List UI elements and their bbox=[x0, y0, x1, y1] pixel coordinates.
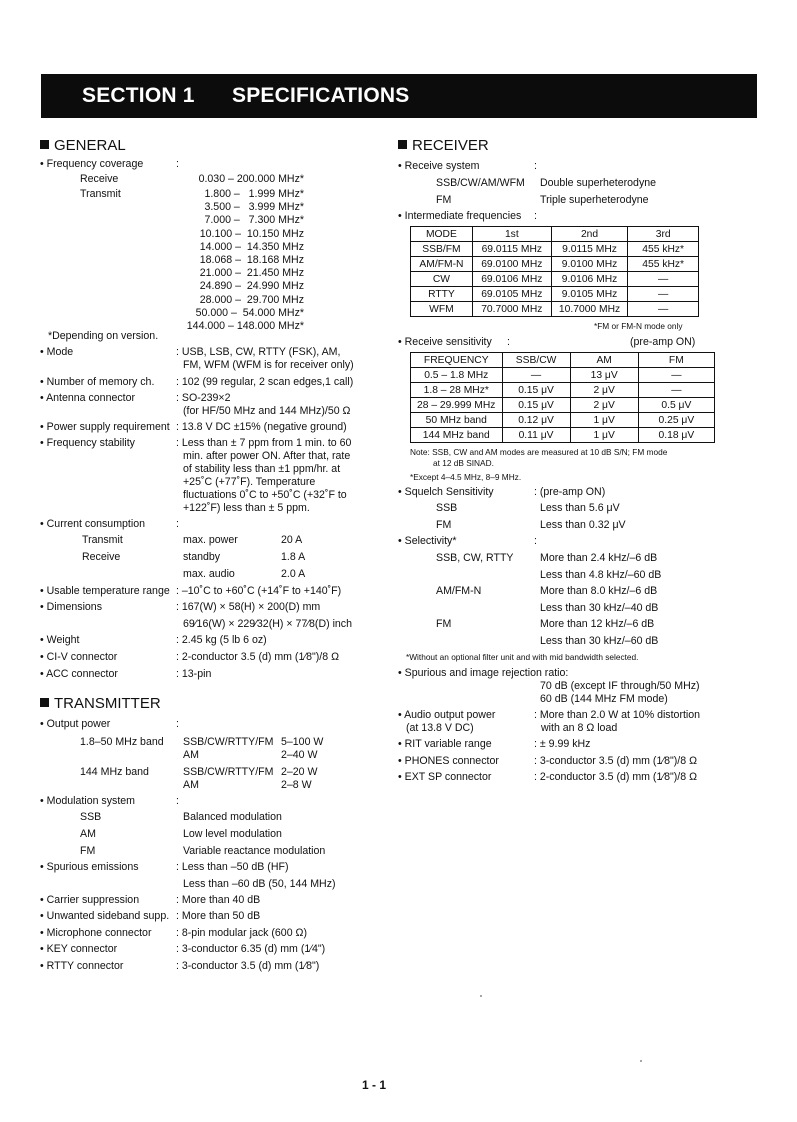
table-row bbox=[411, 413, 715, 428]
sens-preamp: (pre-amp ON) bbox=[630, 336, 696, 348]
transmit-range: 1.800 – 1.999 MHz* bbox=[204, 188, 304, 200]
table-row bbox=[411, 257, 699, 272]
carrier-value: : More than 40 dB bbox=[176, 894, 261, 906]
selectivity-label: • Selectivity* bbox=[398, 535, 456, 548]
table-row bbox=[411, 398, 715, 413]
table-cell: 69.0115 MHz bbox=[472, 242, 551, 257]
rx-spurious-label: • Spurious and image rejection ratio: bbox=[398, 667, 568, 680]
table-cell: — bbox=[638, 368, 714, 383]
transmit-range: 50.000 – 54.000 MHz* bbox=[195, 306, 304, 319]
table-cell: 0.25 μV bbox=[638, 413, 714, 428]
key-value: : 3-conductor 6.35 (d) mm (1⁄4") bbox=[176, 943, 326, 955]
power-value: : 13.8 V DC ±15% (negative ground) bbox=[176, 421, 347, 433]
rit-value: : ± 9.99 kHz bbox=[534, 738, 591, 750]
table-row bbox=[411, 272, 699, 287]
modsys-label: • Modulation system bbox=[40, 795, 135, 808]
table-cell: 9.0115 MHz bbox=[551, 242, 628, 257]
audio-value: : More than 2.0 W at 10% distortion with an 8 Ω load bbox=[534, 709, 701, 734]
receive-range: 0.030 – 200.000 MHz* bbox=[198, 173, 304, 185]
mic-label: • Microphone connector bbox=[40, 927, 151, 940]
table-cell: 70.7000 MHz bbox=[472, 302, 551, 317]
table-cell: 0.12 μV bbox=[502, 413, 570, 428]
table-header-cell: 2nd bbox=[551, 227, 628, 242]
temp-value: : –10˚C to +60˚C (+14˚F to +140˚F) bbox=[176, 585, 342, 597]
audio-label: • Audio output power bbox=[398, 709, 495, 722]
table-cell: 50 MHz band bbox=[411, 413, 503, 428]
depending-note: *Depending on version. bbox=[48, 330, 159, 342]
table-header-cell: AM bbox=[570, 353, 638, 368]
acc-label: • ACC connector bbox=[40, 668, 118, 681]
table-cell: RTTY bbox=[411, 287, 473, 302]
squelch-row: FM bbox=[436, 519, 452, 531]
phones-value: : 3-conductor 3.5 (d) mm (1⁄8")/8 Ω bbox=[534, 755, 697, 767]
current-label: • Current consumption bbox=[40, 518, 145, 531]
sideband-label: • Unwanted sideband supp. bbox=[40, 910, 169, 923]
table-cell: 9.0100 MHz bbox=[551, 257, 628, 272]
selectivity-row: Less than 4.8 kHz/–60 dB bbox=[540, 569, 662, 581]
table-cell: SSB/FM bbox=[411, 242, 473, 257]
mic-value: : 8-pin modular jack (600 Ω) bbox=[176, 927, 307, 939]
tx-spurious-value: : Less than –50 dB (HF) Less than –60 dB (50, 144 MHz) bbox=[176, 861, 336, 890]
freq-label: • Frequency coverage bbox=[40, 158, 143, 171]
current-row: Receive bbox=[82, 551, 121, 563]
table-cell: 455 kHz* bbox=[628, 242, 699, 257]
memory-label: • Number of memory ch. bbox=[40, 376, 154, 389]
output-row: AM bbox=[183, 779, 199, 791]
if-table bbox=[410, 226, 699, 317]
table-row bbox=[411, 428, 715, 443]
phones-label: • PHONES connector bbox=[398, 755, 499, 768]
system-row: SSB/CW/AM/WFM bbox=[436, 177, 525, 189]
squelch-label: • Squelch Sensitivity bbox=[398, 486, 494, 499]
audio-label-2: (at 13.8 V DC) bbox=[406, 722, 474, 734]
table-header-cell: FREQUENCY bbox=[411, 353, 503, 368]
transmit-range: 10.100 – 10.150 MHz bbox=[199, 227, 304, 240]
table-header-cell: SSB/CW bbox=[502, 353, 570, 368]
table-cell: 144 MHz band bbox=[411, 428, 503, 443]
table-cell: 0.5 μV bbox=[638, 398, 714, 413]
if-note: *FM or FM-N mode only bbox=[594, 321, 683, 331]
transmit-range: 18.068 – 18.168 MHz bbox=[199, 254, 304, 266]
table-cell: 2 μV bbox=[570, 398, 638, 413]
dim-value: : 167(W) × 58(H) × 200(D) mm 69⁄16(W) × 229⁄32(H) × 77⁄8(D) inch bbox=[176, 601, 352, 630]
antenna-value: : SO-239×2 (for HF/50 MHz and 144 MHz)/50 Ω bbox=[176, 392, 351, 417]
table-cell: 0.15 μV bbox=[502, 398, 570, 413]
modsys-row: SSB bbox=[80, 811, 102, 823]
table-cell: 2 μV bbox=[570, 383, 638, 398]
table-cell: — bbox=[628, 287, 699, 302]
table-row bbox=[411, 287, 699, 302]
system-label: • Receive system bbox=[398, 160, 479, 173]
table-cell: CW bbox=[411, 272, 473, 287]
section-banner bbox=[41, 74, 757, 118]
table-cell: AM/FM-N bbox=[411, 257, 473, 272]
squelch-preamp: : (pre-amp ON) bbox=[534, 486, 606, 498]
carrier-label: • Carrier suppression bbox=[40, 894, 139, 907]
squelch-row: SSB bbox=[436, 502, 458, 514]
transmit-range: 144.000 – 148.000 MHz* bbox=[186, 320, 304, 332]
weight-label: • Weight bbox=[40, 634, 79, 647]
if-label: • Intermediate frequencies bbox=[398, 210, 521, 223]
power-label: • Power supply requirement bbox=[40, 421, 170, 434]
section-title: SPECIFICATIONS bbox=[232, 84, 410, 107]
output-row: 1.8–50 MHz band bbox=[80, 736, 164, 748]
page-number: 1 - 1 bbox=[362, 1078, 387, 1092]
table-cell: 69.0105 MHz bbox=[472, 287, 551, 302]
transmit-range: 3.500 – 3.999 MHz* bbox=[204, 201, 304, 214]
table-cell: 1 μV bbox=[570, 428, 638, 443]
transmitter-heading: TRANSMITTER bbox=[40, 695, 161, 713]
stability-label: • Frequency stability bbox=[40, 437, 135, 450]
mode-value: : USB, LSB, CW, RTTY (FSK), AM, FM, WFM (WFM is for receiver only) bbox=[176, 346, 354, 371]
receiver-heading: RECEIVER bbox=[398, 137, 489, 155]
table-cell: 1.8 – 28 MHz* bbox=[411, 383, 503, 398]
table-cell: — bbox=[502, 368, 570, 383]
table-header-cell: FM bbox=[638, 353, 714, 368]
scan-speck bbox=[480, 995, 482, 997]
rtty-value: : 3-conductor 3.5 (d) mm (1⁄8") bbox=[176, 960, 320, 972]
rx-spurious-value: 70 dB (except IF through/50 MHz) bbox=[540, 680, 700, 692]
modsys-row: FM bbox=[80, 845, 96, 857]
section-number: SECTION 1 bbox=[82, 84, 195, 107]
transmit-range: 21.000 – 21.450 MHz bbox=[199, 267, 304, 280]
table-cell: 13 μV bbox=[570, 368, 638, 383]
selectivity-row: AM/FM-N bbox=[436, 585, 482, 597]
output-row: 144 MHz band bbox=[80, 766, 149, 778]
rtty-label: • RTTY connector bbox=[40, 960, 123, 973]
transmit-range: 28.000 – 29.700 MHz bbox=[199, 293, 304, 306]
table-cell: 69.0106 MHz bbox=[472, 272, 551, 287]
table-cell: 455 kHz* bbox=[628, 257, 699, 272]
selectivity-row: Less than 30 kHz/–40 dB bbox=[540, 602, 659, 614]
transmit-label: Transmit bbox=[80, 188, 121, 200]
modsys-row: AM bbox=[80, 828, 96, 840]
table-header-cell: 1st bbox=[472, 227, 551, 242]
transmit-range: 7.000 – 7.300 MHz* bbox=[204, 214, 304, 227]
sens-label: • Receive sensitivity bbox=[398, 336, 492, 349]
table-cell: 1 μV bbox=[570, 413, 638, 428]
table-header-cell: MODE bbox=[411, 227, 473, 242]
sideband-value: : More than 50 dB bbox=[176, 910, 261, 922]
current-row: Transmit bbox=[82, 534, 123, 546]
civ-value: : 2-conductor 3.5 (d) mm (1⁄8")/8 Ω bbox=[176, 651, 339, 663]
key-label: • KEY connector bbox=[40, 943, 117, 956]
memory-value: : 102 (99 regular, 2 scan edges,1 call) bbox=[176, 376, 354, 388]
receive-label: Receive bbox=[80, 173, 119, 185]
table-cell: 9.0105 MHz bbox=[551, 287, 628, 302]
general-heading: GENERAL bbox=[40, 137, 126, 155]
table-cell: 0.18 μV bbox=[638, 428, 714, 443]
extsp-value: : 2-conductor 3.5 (d) mm (1⁄8")/8 Ω bbox=[534, 771, 697, 783]
table-row bbox=[411, 383, 715, 398]
rit-label: • RIT variable range bbox=[398, 738, 492, 751]
output-row: AM bbox=[183, 749, 199, 761]
output-label: • Output power bbox=[40, 718, 110, 731]
dim-label: • Dimensions bbox=[40, 601, 102, 614]
table-cell: 9.0106 MHz bbox=[551, 272, 628, 287]
acc-value: : 13-pin bbox=[176, 668, 212, 680]
weight-value: : 2.45 kg (5 lb 6 oz) bbox=[176, 634, 267, 646]
selectivity-row: FM bbox=[436, 618, 452, 630]
table-cell: 0.11 μV bbox=[502, 428, 570, 443]
antenna-label: • Antenna connector bbox=[40, 392, 135, 405]
table-cell: 10.7000 MHz bbox=[551, 302, 628, 317]
current-row: max. audio bbox=[183, 568, 235, 580]
rx-spurious-value: 60 dB (144 MHz FM mode) bbox=[540, 693, 668, 705]
tx-spurious-label: • Spurious emissions bbox=[40, 861, 139, 874]
sens-note: Note: SSB, CW and AM modes are measured at 10 dB S/N; FM mode bbox=[410, 447, 668, 457]
table-cell: — bbox=[638, 383, 714, 398]
table-cell: WFM bbox=[411, 302, 473, 317]
table-row bbox=[411, 368, 715, 383]
table-header-cell: 3rd bbox=[628, 227, 699, 242]
temp-label: • Usable temperature range bbox=[40, 585, 170, 598]
table-cell: 69.0100 MHz bbox=[472, 257, 551, 272]
transmit-range: 14.000 – 14.350 MHz bbox=[199, 240, 304, 253]
selectivity-note: *Without an optional filter unit and with mid bandwidth selected. bbox=[406, 652, 639, 662]
selectivity-row: Less than 30 kHz/–60 dB bbox=[540, 635, 659, 647]
scan-speck bbox=[640, 1060, 642, 1062]
stability-value: : Less than ± 7 ppm from 1 min. to 60 min. after power ON. After that, rate of stability less than ±1 ppm/hr. at +25˚C (+77˚F). Temperature fluctuations 0˚C to +50˚C (+32˚F to +122˚F) less than ± 5 ppm. bbox=[176, 437, 352, 514]
extsp-label: • EXT SP connector bbox=[398, 771, 491, 784]
table-cell: 0.15 μV bbox=[502, 383, 570, 398]
civ-label: • CI-V connector bbox=[40, 651, 117, 664]
table-row bbox=[411, 302, 699, 317]
table-cell: — bbox=[628, 302, 699, 317]
table-cell: 28 – 29.999 MHz bbox=[411, 398, 503, 413]
system-row: FM bbox=[436, 194, 452, 206]
mode-label: • Mode bbox=[40, 346, 73, 359]
table-cell: 0.5 – 1.8 MHz bbox=[411, 368, 503, 383]
table-cell: — bbox=[628, 272, 699, 287]
transmit-range: 24.890 – 24.990 MHz bbox=[199, 280, 304, 293]
sens-table bbox=[410, 352, 715, 443]
table-row bbox=[411, 242, 699, 257]
selectivity-row: SSB, CW, RTTY bbox=[436, 552, 514, 564]
